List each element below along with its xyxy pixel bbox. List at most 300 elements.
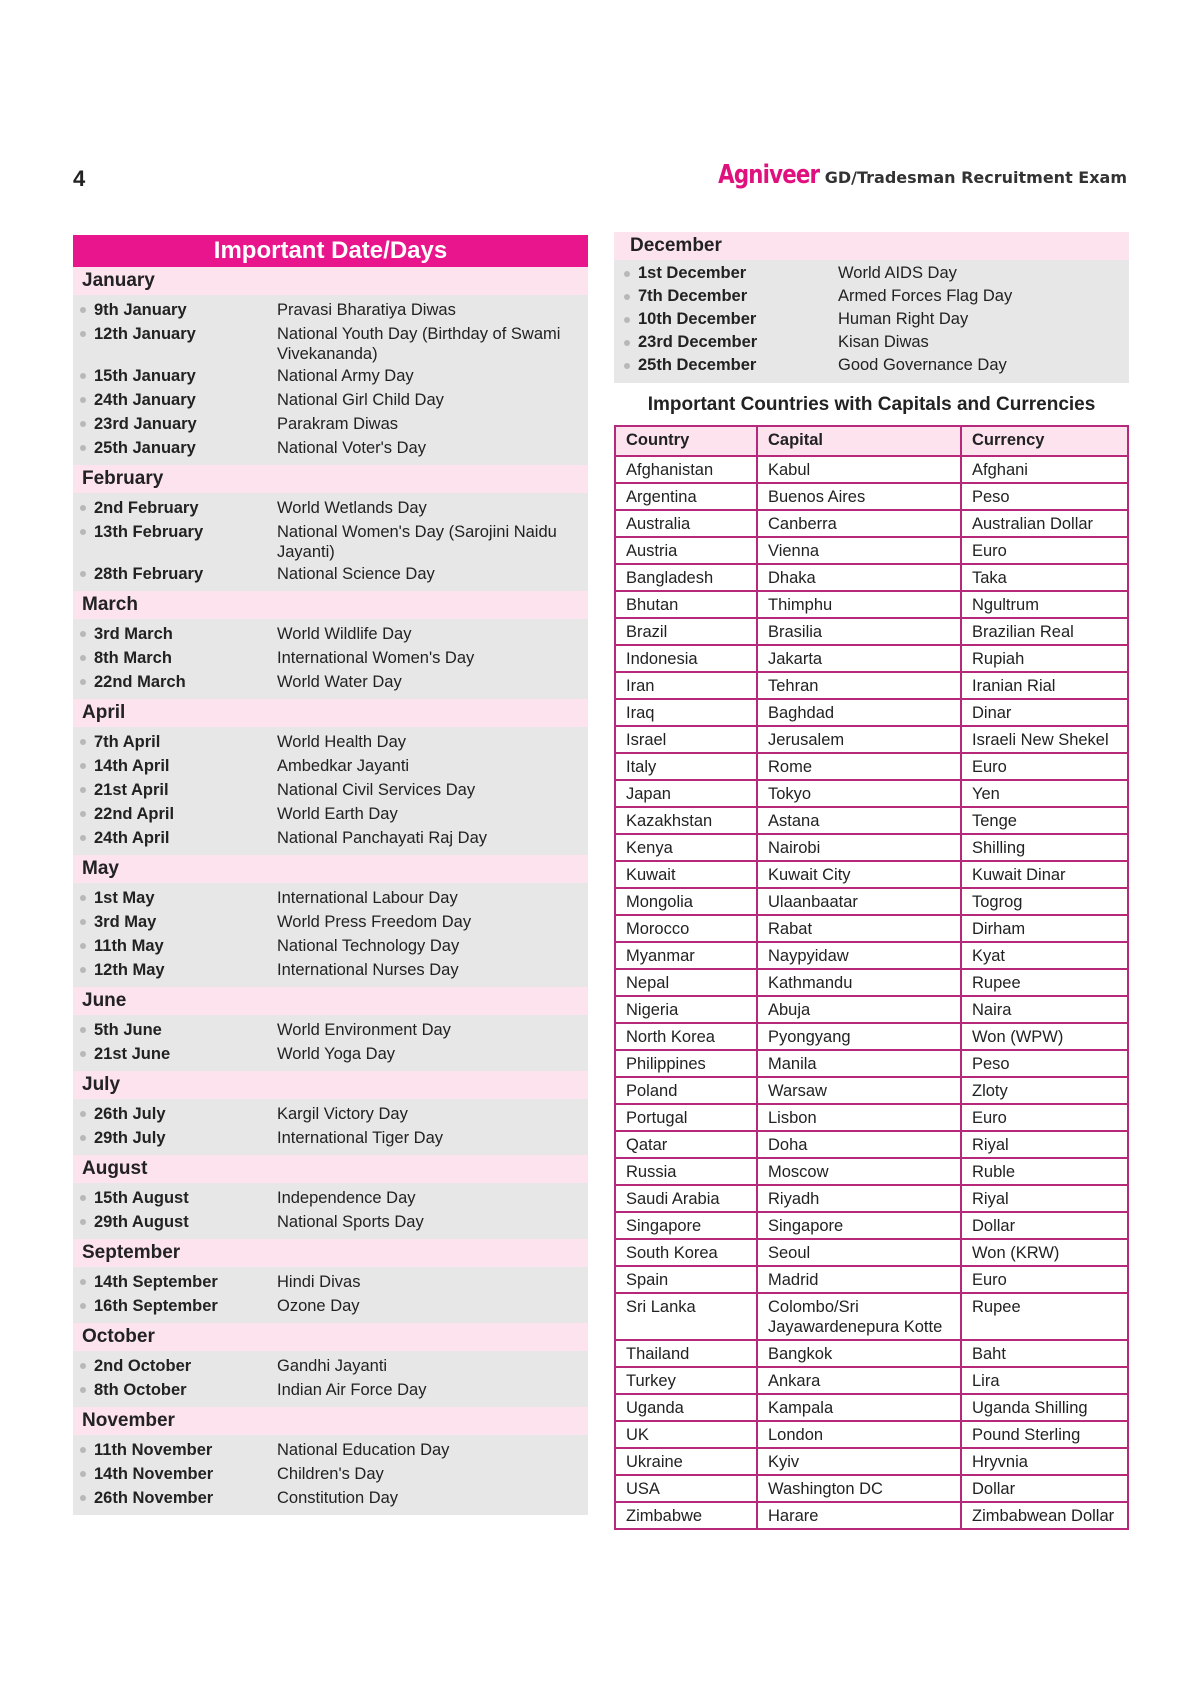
- event-date-text: 8th March: [94, 649, 172, 667]
- event-date-text: 10th December: [638, 310, 757, 328]
- event-name: Human Right Day: [838, 310, 969, 328]
- bullet-icon: [80, 679, 86, 685]
- event-date-text: 9th January: [94, 301, 187, 319]
- event-row: [73, 934, 588, 958]
- capital-cell: Colombo/Sri Jayawardenepura Kotte: [757, 1293, 961, 1340]
- event-row: [73, 1378, 588, 1402]
- table-row: [615, 1185, 1128, 1212]
- currency-cell: Rupee: [961, 1293, 1128, 1340]
- event-date: [80, 1042, 277, 1066]
- table-row: [615, 1475, 1128, 1502]
- page-number: 4: [73, 166, 86, 191]
- event-name: World Health Day: [277, 733, 406, 751]
- month-heading: June: [73, 987, 588, 1015]
- bullet-icon: [80, 1447, 86, 1453]
- capital-cell: Pyongyang: [757, 1023, 961, 1050]
- event-date: [80, 886, 277, 910]
- table-row: [615, 1502, 1128, 1529]
- event-date: [80, 730, 277, 754]
- currency-cell: Brazilian Real: [961, 618, 1128, 645]
- country-cell: Thailand: [615, 1340, 757, 1367]
- month-heading: September: [73, 1239, 588, 1267]
- event-date-text: 21st April: [94, 781, 169, 799]
- event-row: [73, 322, 588, 364]
- month-events: [73, 1183, 588, 1239]
- capital-cell: Astana: [757, 807, 961, 834]
- table-row: [615, 780, 1128, 807]
- table-row: [615, 1212, 1128, 1239]
- capital-cell: Jerusalem: [757, 726, 961, 753]
- event-date-text: 24th January: [94, 391, 196, 409]
- table-row: [615, 1448, 1128, 1475]
- event-date: [80, 496, 277, 520]
- capital-cell: Thimphu: [757, 591, 961, 618]
- event-date: [80, 1438, 277, 1462]
- event-date-text: 2nd October: [94, 1357, 192, 1375]
- bullet-icon: [80, 655, 86, 661]
- table-row: [615, 807, 1128, 834]
- bullet-icon: [80, 445, 86, 451]
- table-row: [615, 1104, 1128, 1131]
- event-date-text: 5th June: [94, 1021, 162, 1039]
- country-cell: Indonesia: [615, 645, 757, 672]
- bullet-icon: [80, 1387, 86, 1393]
- country-cell: Poland: [615, 1077, 757, 1104]
- country-cell: Afghanistan: [615, 456, 757, 483]
- country-cell: Iraq: [615, 699, 757, 726]
- capital-cell: Kampala: [757, 1394, 961, 1421]
- event-name: Indian Air Force Day: [277, 1381, 427, 1399]
- currency-cell: Yen: [961, 780, 1128, 807]
- capital-cell: Buenos Aires: [757, 483, 961, 510]
- table-row: [615, 1293, 1128, 1340]
- country-cell: Philippines: [615, 1050, 757, 1077]
- event-date: [80, 802, 277, 826]
- month-heading: October: [73, 1323, 588, 1351]
- capital-cell: Dhaka: [757, 564, 961, 591]
- country-cell: South Korea: [615, 1239, 757, 1266]
- capital-cell: Bangkok: [757, 1340, 961, 1367]
- event-name: Independence Day: [277, 1189, 416, 1207]
- event-date: [80, 388, 277, 412]
- event-row: [73, 562, 588, 586]
- event-date-text: 23rd December: [638, 333, 758, 351]
- event-date-text: 11th November: [94, 1441, 213, 1459]
- table-row: [615, 537, 1128, 564]
- currency-cell: Kyat: [961, 942, 1128, 969]
- month-heading: November: [73, 1407, 588, 1435]
- event-date-text: 12th May: [94, 961, 165, 979]
- month-events: [73, 1351, 588, 1407]
- column-header-currency: Currency: [961, 426, 1128, 456]
- event-name: Armed Forces Flag Day: [838, 287, 1013, 305]
- event-date-text: 21st June: [94, 1045, 171, 1063]
- currency-cell: Pound Sterling: [961, 1421, 1128, 1448]
- event-row: [73, 730, 588, 754]
- currency-cell: Euro: [961, 537, 1128, 564]
- event-date-text: 3rd May: [94, 913, 157, 931]
- event-name: International Tiger Day: [277, 1129, 444, 1147]
- country-cell: Japan: [615, 780, 757, 807]
- bullet-icon: [80, 331, 86, 337]
- currency-cell: Euro: [961, 1266, 1128, 1293]
- bullet-icon: [624, 317, 630, 323]
- currency-cell: Riyal: [961, 1131, 1128, 1158]
- month-heading: August: [73, 1155, 588, 1183]
- currency-cell: Lira: [961, 1367, 1128, 1394]
- country-cell: Brazil: [615, 618, 757, 645]
- event-name: World Wetlands Day: [277, 499, 427, 517]
- event-date: [80, 364, 277, 388]
- event-date: [624, 354, 838, 377]
- event-row: [73, 298, 588, 322]
- event-name: International Labour Day: [277, 889, 458, 907]
- capital-cell: Kyiv: [757, 1448, 961, 1475]
- month-events: [73, 1015, 588, 1071]
- event-name: World AIDS Day: [838, 264, 957, 282]
- bullet-icon: [624, 271, 630, 277]
- event-row: [73, 388, 588, 412]
- event-row: [73, 1210, 588, 1234]
- event-name: World Water Day: [277, 673, 402, 691]
- month-events: [73, 727, 588, 855]
- currency-cell: Australian Dollar: [961, 510, 1128, 537]
- bullet-icon: [80, 1303, 86, 1309]
- event-row: [73, 496, 588, 520]
- currency-cell: Peso: [961, 483, 1128, 510]
- event-name: Gandhi Jayanti: [277, 1357, 388, 1375]
- capital-cell: Ankara: [757, 1367, 961, 1394]
- capital-cell: Doha: [757, 1131, 961, 1158]
- country-cell: Nigeria: [615, 996, 757, 1023]
- month-heading: July: [73, 1071, 588, 1099]
- bullet-icon: [80, 1471, 86, 1477]
- event-row: [73, 1270, 588, 1294]
- currency-cell: Dollar: [961, 1475, 1128, 1502]
- table-row: [615, 645, 1128, 672]
- event-name: National Science Day: [277, 565, 435, 583]
- event-name: National Youth Day (Birthday of Swami Vivekananda): [277, 325, 561, 363]
- event-name: Parakram Diwas: [277, 415, 399, 433]
- capital-cell: Kathmandu: [757, 969, 961, 996]
- column-header-country: Country: [615, 426, 757, 456]
- table-row: [615, 1077, 1128, 1104]
- bullet-icon: [80, 571, 86, 577]
- currency-cell: Dinar: [961, 699, 1128, 726]
- event-date: [80, 1462, 277, 1486]
- bullet-icon: [80, 1363, 86, 1369]
- currency-cell: Taka: [961, 564, 1128, 591]
- capital-cell: Seoul: [757, 1239, 961, 1266]
- event-date: [80, 622, 277, 646]
- event-date-text: 11th May: [94, 937, 164, 955]
- event-row: [614, 354, 1129, 377]
- event-date: [80, 1378, 277, 1402]
- currency-cell: Kuwait Dinar: [961, 861, 1128, 888]
- event-date-text: 15th August: [94, 1189, 189, 1207]
- event-date: [80, 826, 277, 850]
- capital-cell: Tokyo: [757, 780, 961, 807]
- event-name: Good Governance Day: [838, 356, 1007, 374]
- month-events: [73, 1267, 588, 1323]
- bullet-icon: [80, 505, 86, 511]
- country-cell: Saudi Arabia: [615, 1185, 757, 1212]
- event-row: [73, 886, 588, 910]
- event-date: [80, 1186, 277, 1210]
- event-row: [73, 910, 588, 934]
- capital-cell: Warsaw: [757, 1077, 961, 1104]
- event-date-text: 29th July: [94, 1129, 166, 1147]
- event-date: [624, 285, 838, 308]
- country-cell: Kenya: [615, 834, 757, 861]
- month-events: [73, 883, 588, 987]
- capital-cell: Rabat: [757, 915, 961, 942]
- page-header: [696, 160, 1127, 190]
- month-heading: March: [73, 591, 588, 619]
- table-row: [615, 996, 1128, 1023]
- currency-cell: Euro: [961, 1104, 1128, 1131]
- bullet-icon: [80, 1279, 86, 1285]
- event-row: [73, 1126, 588, 1150]
- capital-cell: Kuwait City: [757, 861, 961, 888]
- event-row: [73, 1486, 588, 1510]
- event-name: Ozone Day: [277, 1297, 360, 1315]
- table-row: [615, 1131, 1128, 1158]
- country-cell: Austria: [615, 537, 757, 564]
- event-date: [80, 1486, 277, 1510]
- event-date-text: 7th April: [94, 733, 161, 751]
- event-name: Children's Day: [277, 1465, 384, 1483]
- table-row: [615, 591, 1128, 618]
- event-row: [73, 1042, 588, 1066]
- table-row: [615, 726, 1128, 753]
- country-cell: Uganda: [615, 1394, 757, 1421]
- country-cell: Qatar: [615, 1131, 757, 1158]
- currency-cell: Won (WPW): [961, 1023, 1128, 1050]
- countries-table-title: Important Countries with Capitals and Currencies: [647, 394, 1096, 415]
- currency-cell: Naira: [961, 996, 1128, 1023]
- event-row: [73, 1354, 588, 1378]
- event-date: [80, 1270, 277, 1294]
- capital-cell: Moscow: [757, 1158, 961, 1185]
- currency-cell: Uganda Shilling: [961, 1394, 1128, 1421]
- table-row: [615, 861, 1128, 888]
- event-date: [80, 1210, 277, 1234]
- event-date-text: 16th September: [94, 1297, 218, 1315]
- event-date: [80, 520, 277, 544]
- table-row: [615, 753, 1128, 780]
- bullet-icon: [624, 340, 630, 346]
- event-date-text: 15th January: [94, 367, 196, 385]
- month-events: [73, 1435, 588, 1515]
- country-cell: Nepal: [615, 969, 757, 996]
- event-name: National Sports Day: [277, 1213, 424, 1231]
- event-row: [73, 1294, 588, 1318]
- bullet-icon: [80, 529, 86, 535]
- event-row: [73, 622, 588, 646]
- event-date-text: 29th August: [94, 1213, 189, 1231]
- event-date: [80, 436, 277, 460]
- table-row: [615, 510, 1128, 537]
- event-row: [614, 331, 1129, 354]
- country-cell: Bhutan: [615, 591, 757, 618]
- country-cell: Kuwait: [615, 861, 757, 888]
- event-date-text: 22nd April: [94, 805, 175, 823]
- event-date: [80, 1354, 277, 1378]
- column-header-capital: Capital: [757, 426, 961, 456]
- event-name: Kisan Diwas: [838, 333, 929, 351]
- table-row: [615, 618, 1128, 645]
- event-row: [73, 646, 588, 670]
- important-days-panel: [73, 235, 588, 1515]
- capital-cell: Harare: [757, 1502, 961, 1529]
- country-cell: UK: [615, 1421, 757, 1448]
- event-row: [73, 1186, 588, 1210]
- month-events: [73, 1099, 588, 1155]
- event-row: [73, 412, 588, 436]
- bullet-icon: [80, 895, 86, 901]
- table-row: [615, 1050, 1128, 1077]
- event-date-text: 25th December: [638, 356, 757, 374]
- event-date-text: 3rd March: [94, 625, 173, 643]
- currency-cell: Baht: [961, 1340, 1128, 1367]
- event-date-text: 26th November: [94, 1489, 214, 1507]
- country-cell: Singapore: [615, 1212, 757, 1239]
- event-name: Kargil Victory Day: [277, 1105, 408, 1123]
- event-date-text: 14th September: [94, 1273, 218, 1291]
- country-cell: Kazakhstan: [615, 807, 757, 834]
- event-date: [624, 262, 838, 285]
- capital-cell: Tehran: [757, 672, 961, 699]
- country-cell: Russia: [615, 1158, 757, 1185]
- country-cell: Morocco: [615, 915, 757, 942]
- event-row: [73, 754, 588, 778]
- country-cell: Sri Lanka: [615, 1293, 757, 1340]
- capital-cell: Kabul: [757, 456, 961, 483]
- country-cell: North Korea: [615, 1023, 757, 1050]
- event-date: [80, 322, 277, 346]
- bullet-icon: [80, 1111, 86, 1117]
- capital-cell: Nairobi: [757, 834, 961, 861]
- event-date-text: 2nd February: [94, 499, 199, 517]
- event-row: [614, 308, 1129, 331]
- country-cell: Myanmar: [615, 942, 757, 969]
- table-header-row: [615, 426, 1128, 456]
- event-row: [614, 262, 1129, 285]
- table-row: [615, 456, 1128, 483]
- table-row: [615, 672, 1128, 699]
- capital-cell: Abuja: [757, 996, 961, 1023]
- countries-table: [614, 425, 1129, 1530]
- event-name: National Panchayati Raj Day: [277, 829, 488, 847]
- country-cell: Zimbabwe: [615, 1502, 757, 1529]
- table-row: [615, 1266, 1128, 1293]
- bullet-icon: [80, 835, 86, 841]
- capital-cell: Naypyidaw: [757, 942, 961, 969]
- currency-cell: Peso: [961, 1050, 1128, 1077]
- event-date: [80, 1018, 277, 1042]
- event-date: [80, 412, 277, 436]
- currency-cell: Dollar: [961, 1212, 1128, 1239]
- event-row: [73, 1438, 588, 1462]
- event-date-text: 28th February: [94, 565, 204, 583]
- bullet-icon: [80, 631, 86, 637]
- table-row: [615, 1340, 1128, 1367]
- bullet-icon: [80, 373, 86, 379]
- currency-cell: Zimbabwean Dollar: [961, 1502, 1128, 1529]
- country-cell: Portugal: [615, 1104, 757, 1131]
- month-heading: May: [73, 855, 588, 883]
- event-date-text: 7th December: [638, 287, 748, 305]
- currency-cell: Rupiah: [961, 645, 1128, 672]
- event-date-text: 14th November: [94, 1465, 214, 1483]
- month-heading: December: [614, 232, 1129, 260]
- event-row: [73, 670, 588, 694]
- event-date: [80, 298, 277, 322]
- event-date: [80, 562, 277, 586]
- event-name: Constitution Day: [277, 1489, 399, 1507]
- event-name: National Voter's Day: [277, 439, 426, 457]
- table-row: [615, 1421, 1128, 1448]
- event-date-text: 8th October: [94, 1381, 187, 1399]
- capital-cell: Washington DC: [757, 1475, 961, 1502]
- bullet-icon: [80, 421, 86, 427]
- currency-cell: Zloty: [961, 1077, 1128, 1104]
- bullet-icon: [624, 363, 630, 369]
- month-events: [73, 619, 588, 699]
- table-row: [615, 915, 1128, 942]
- event-row: [73, 826, 588, 850]
- months-list: [73, 267, 588, 1515]
- table-row: [615, 1367, 1128, 1394]
- event-name: National Civil Services Day: [277, 781, 476, 799]
- currency-cell: Afghani: [961, 456, 1128, 483]
- bullet-icon: [80, 967, 86, 973]
- currency-cell: Dirham: [961, 915, 1128, 942]
- bullet-icon: [80, 1027, 86, 1033]
- event-date: [80, 910, 277, 934]
- capital-cell: Canberra: [757, 510, 961, 537]
- country-cell: Israel: [615, 726, 757, 753]
- capital-cell: Madrid: [757, 1266, 961, 1293]
- event-date-text: 25th January: [94, 439, 196, 457]
- bullet-icon: [80, 739, 86, 745]
- event-date: [80, 1294, 277, 1318]
- capital-cell: Manila: [757, 1050, 961, 1077]
- currency-cell: Hryvnia: [961, 1448, 1128, 1475]
- event-date-text: 12th January: [94, 325, 196, 343]
- event-row: [73, 520, 588, 562]
- event-date: [80, 1126, 277, 1150]
- capital-cell: Baghdad: [757, 699, 961, 726]
- bullet-icon: [80, 307, 86, 313]
- table-row: [615, 942, 1128, 969]
- table-row: [615, 483, 1128, 510]
- table-row: [615, 1023, 1128, 1050]
- event-row: [614, 285, 1129, 308]
- event-name: International Women's Day: [277, 649, 475, 667]
- country-cell: Ukraine: [615, 1448, 757, 1475]
- december-panel: [614, 232, 1129, 383]
- currency-cell: Tenge: [961, 807, 1128, 834]
- event-date-text: 13th February: [94, 523, 204, 541]
- currency-cell: Rupee: [961, 969, 1128, 996]
- event-date: [80, 1102, 277, 1126]
- table-row: [615, 1394, 1128, 1421]
- currency-cell: Ngultrum: [961, 591, 1128, 618]
- bullet-icon: [80, 787, 86, 793]
- event-row: [73, 778, 588, 802]
